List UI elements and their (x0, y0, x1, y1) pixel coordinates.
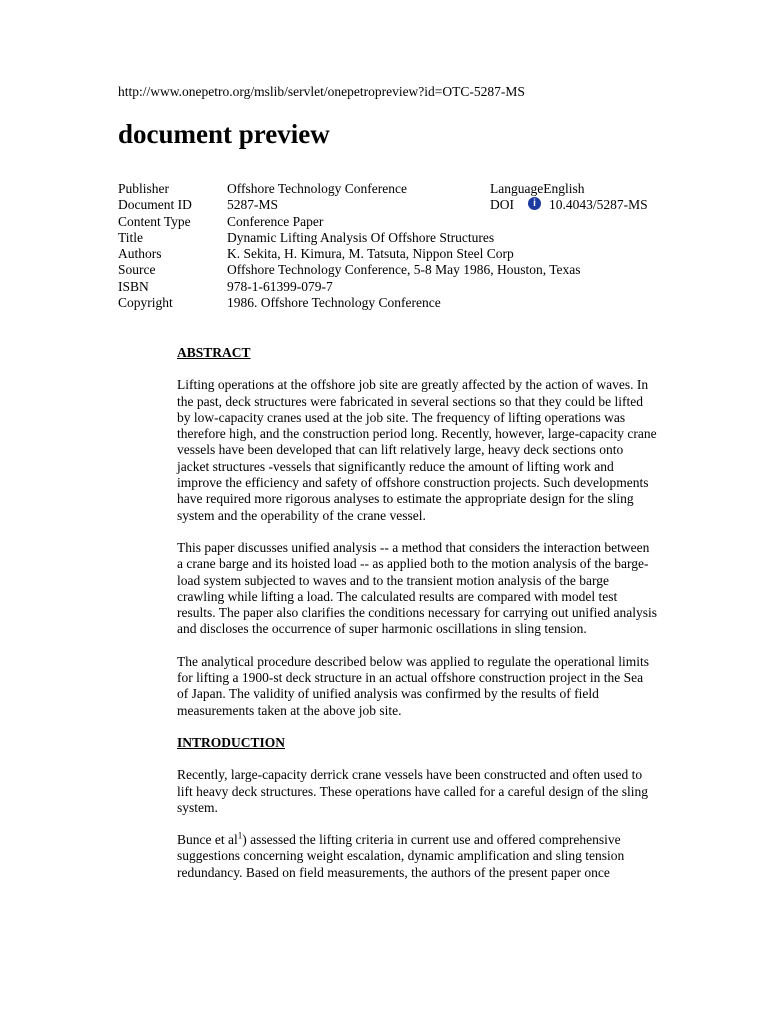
doi-value[interactable]: 10.4043/5287-MS (549, 197, 648, 212)
metadata-label: Authors (118, 246, 162, 262)
metadata-label: ISBN (118, 278, 149, 294)
introduction-paragraph (177, 832, 657, 881)
metadata-label: Source (118, 262, 156, 278)
abstract-heading: ABSTRACT (177, 345, 251, 360)
metadata-value: Dynamic Lifting Analysis Of Offshore Structures (227, 229, 495, 245)
metadata-row-source (118, 262, 678, 278)
citation-text: Bunce et al (177, 832, 238, 848)
introduction-paragraph: Recently, large-capacity derrick crane vessels have been constructed and often used to lift heavy deck structures. These operations have called for a careful design of the sling system. (177, 767, 648, 815)
metadata-label: Title (118, 229, 144, 245)
metadata-value: Offshore Technology Conference (227, 181, 407, 196)
metadata-row-isbn (118, 279, 678, 295)
introduction-heading: INTRODUCTION (177, 734, 286, 750)
metadata-row-publisher (118, 181, 678, 197)
page-title: document preview (118, 119, 330, 149)
metadata-row-content-type (118, 214, 678, 230)
paragraph-text: ) assessed the lifting criteria in current use and offered comprehensive suggestions concerning weight escalation, dynamic amplification and sling tension redundancy. Based on field measurements, the authors of the present paper once (177, 832, 625, 880)
metadata-value: K. Sekita, H. Kimura, M. Tatsuta, Nippon Steel Corp (227, 246, 514, 262)
language-field (490, 181, 585, 197)
metadata-label: Content Type (118, 213, 191, 229)
abstract-paragraph: This paper discusses unified analysis -- a method that considers the interaction between a crane barge and its hoisted load -- as applied both to the motion analysis of the barge-load system subjected to waves and to the transient motion analysis of the barge crawling while lifting a load. The calculated results are compared with model test results. The paper also clarifies the conditions necessary for carrying out unified analysis and discloses the occurrence of super harmonic oscillations in sling tension. (177, 539, 657, 637)
language-value: English (543, 181, 585, 196)
metadata-value: 1986. Offshore Technology Conference (227, 295, 441, 311)
abstract-paragraph: Lifting operations at the offshore job site are greatly affected by the action of waves. In the past, deck structures were fabricated in several sections so that they could be lifted by low-capacity cranes used at the job site. The frequency of lifting operations was therefore high, and the construction period long. Recently, however, large-capacity crane vessels have been developed that can lift relatively large, heavy deck sections onto jacket structures -vessels that significantly reduce the amount of lifting work and improve the efficiency and safety of offshore construction projects. Such developments have required more rigorous analyses to estimate the appropriate design for the sling system and the operability of the crane vessel. (177, 377, 657, 523)
metadata-row-copyright (118, 295, 678, 311)
metadata-row-authors (118, 246, 678, 262)
metadata-value: Offshore Technology Conference, 5-8 May 1986, Houston, Texas (227, 262, 581, 278)
source-url[interactable]: http://www.onepetro.org/mslib/servlet/onepetropreview?id=OTC-5287-MS (118, 84, 525, 99)
metadata-label: Copyright (118, 295, 173, 311)
abstract-paragraph: The analytical procedure described below was applied to regulate the operational limits for lifting a 1900-st deck structure in an actual offshore construction project in the Sea of Japan. The validity of unified analysis was confirmed by the results of field measurements taken at the above job site. (177, 653, 649, 718)
metadata-label: Publisher (118, 181, 170, 196)
language-label: Language (490, 181, 544, 196)
metadata-value: 5287-MS (227, 197, 279, 213)
metadata-value: 978-1-61399-079-7 (227, 278, 333, 294)
metadata-row-title (118, 230, 678, 246)
doi-label: DOI (490, 197, 514, 212)
info-icon[interactable]: i (528, 197, 541, 210)
document-body (177, 345, 657, 897)
metadata-value: Conference Paper (227, 213, 324, 229)
metadata-label: Document ID (118, 197, 192, 213)
doi-field (490, 197, 648, 213)
reference-superscript: 1 (237, 830, 243, 841)
